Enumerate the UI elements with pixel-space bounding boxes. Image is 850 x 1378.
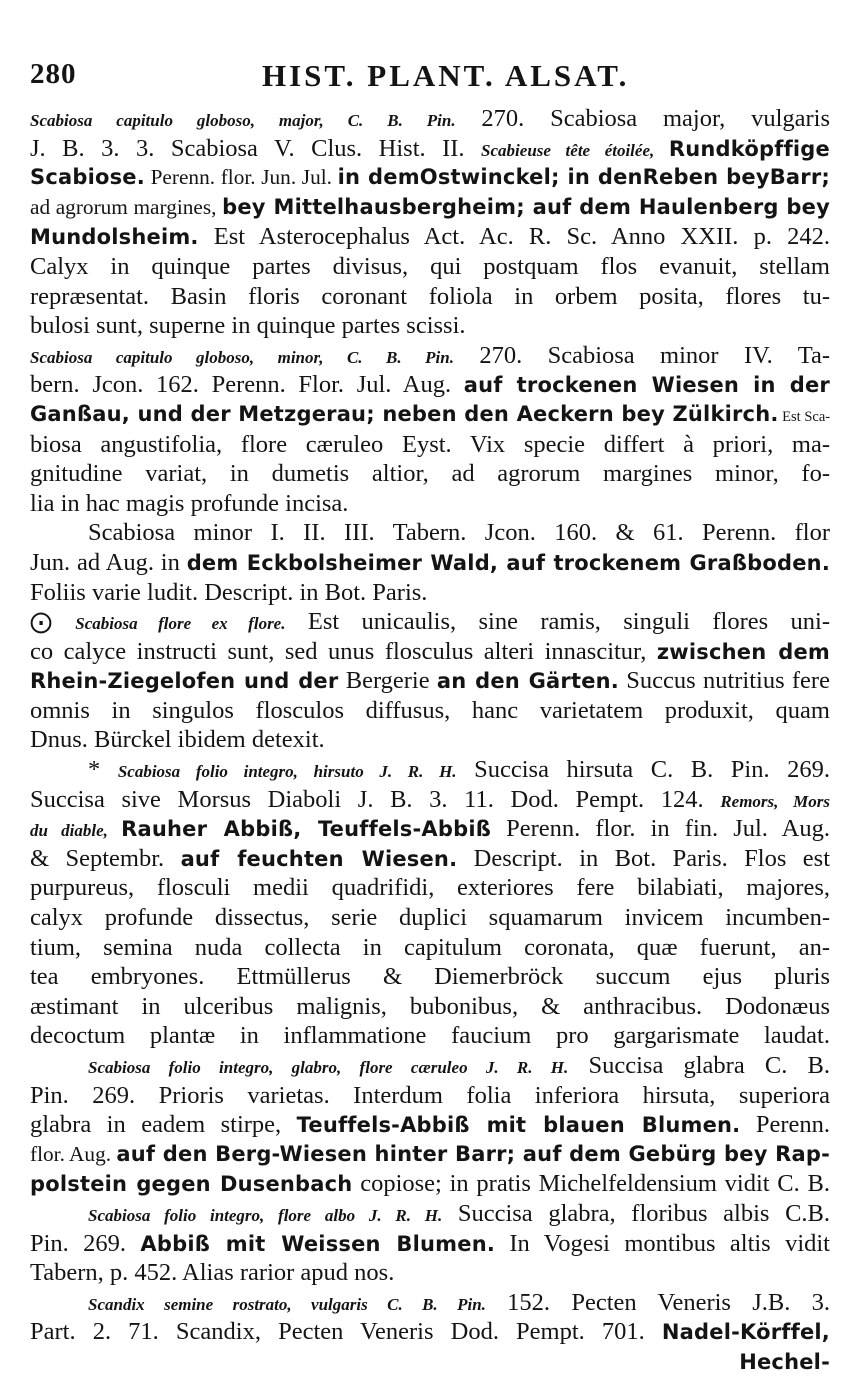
text-line [30, 1169, 830, 1199]
latin-citation: Scabiosa folio integro, glabro, flore cæruleo J. R. H. [88, 1058, 569, 1077]
latin-text: Descript. in Bot. Paris. Flos est [457, 844, 831, 872]
text-line [30, 193, 830, 223]
german-text: Nadel-Körffel, [661, 1320, 830, 1345]
latin-text: æstimant in ulceribus malignis, bubonibus, & anthracibus. Dodonæus [30, 992, 830, 1020]
text-line [30, 430, 830, 460]
annual-symbol: ⨀ [30, 610, 76, 636]
german-text: an den Gärten. [436, 669, 619, 694]
text-line [30, 1288, 830, 1318]
latin-text: 270. Scabiosa major, vulgaris [455, 105, 831, 132]
latin-text: gnitudine variat, in dumetis altior, ad agrorum margines minor, fo- [30, 460, 830, 488]
text-line [30, 311, 830, 341]
text-line [30, 370, 830, 400]
text-line [30, 134, 830, 164]
latin-citation: Scabieuse tête étoilée, [481, 140, 669, 160]
running-head: HIST. PLANT. ALSAT. [262, 58, 630, 93]
text-line [30, 844, 830, 874]
german-text: auf feuchten Wiesen. [180, 846, 458, 871]
latin-text: * [88, 756, 118, 784]
latin-citation: Scabiosa folio integro, hirsuto J. R. H. [117, 762, 457, 782]
latin-text: Dnus. Bürckel ibidem detexit. [30, 726, 325, 754]
german-text: Teuffels-Abbiß mit blauen Blumen. [296, 1113, 741, 1138]
german-text: polstein gegen Dusenbach [30, 1172, 353, 1197]
latin-text: Bergerie [338, 667, 437, 695]
latin-text: Est Asterocephalus Act. Ac. R. Sc. Anno XXII. p. 242. [198, 223, 830, 251]
german-text: Rundköpffige [668, 136, 830, 161]
latin-text: flor. Aug. [30, 1141, 117, 1166]
latin-text: Succisa hirsuta C. B. Pin. 269. [456, 756, 831, 784]
latin-text: Perenn. flor. Jun. Jul. [144, 165, 338, 190]
latin-text: Succisa glabra C. B. [568, 1052, 830, 1079]
latin-citation: Scabiosa capitulo globoso, major, C. B. Pin. [30, 111, 456, 130]
text-line [30, 903, 830, 933]
text-line [30, 666, 830, 696]
latin-text: bulosi sunt, superne in quinque partes scissi. [30, 312, 466, 340]
latin-text: Perenn. [740, 1111, 830, 1139]
latin-text: In Vogesi montibus altis vidit [495, 1229, 830, 1257]
german-text: Rauher Abbiß, Teuffels-Abbiß [121, 817, 492, 842]
latin-text: J. B. 3. 3. Scabiosa V. Clus. Hist. II. [30, 134, 482, 162]
latin-text: purpureus, flosculi medii quadrifidi, exteriores fere bilabiati, majores, [30, 874, 830, 902]
latin-citation: du diable, [30, 821, 122, 841]
german-text: Abbiß mit Weissen Blumen. [140, 1231, 496, 1256]
german-text: in demOstwinckel; in denReben beyBarr; [337, 165, 830, 190]
german-text: zwischen dem [656, 639, 831, 664]
latin-text: decoctum plantæ in inflammatione faucium pro gargarismate laudat. [30, 1022, 830, 1050]
body-text [30, 104, 830, 1377]
text-line [30, 400, 830, 430]
latin-text: ad agrorum margines, [30, 194, 223, 219]
latin-text: Calyx in quinque partes divisus, qui postquam flos evanuit, stellam [30, 252, 830, 280]
text-line [30, 1258, 830, 1288]
text-line [30, 785, 830, 815]
latin-citation: Scabiosa capitulo globoso, minor, C. B. Pin. [30, 347, 454, 367]
text-line [30, 252, 830, 282]
page-header [30, 58, 830, 98]
latin-text: bern. Jcon. 162. Perenn. Flor. Jul. Aug. [30, 371, 464, 399]
text-line [30, 341, 830, 371]
text-line [30, 992, 830, 1022]
german-text: dem Eckbolsheimer Wald, auf trockenem Graßboden. [186, 550, 830, 575]
page-number: 280 [30, 58, 77, 90]
text-line [30, 1317, 830, 1347]
text-line [30, 1021, 830, 1051]
text-line [30, 1229, 830, 1259]
german-text: Ganßau, und der Metzgerau; neben den Aeckern bey Zülkirch. [30, 401, 779, 426]
latin-text: Foliis varie ludit. Descript. in Bot. Paris. [30, 578, 428, 606]
text-line [30, 607, 830, 637]
german-text: Rhein-Ziegelofen und der [30, 669, 339, 694]
latin-citation: Scandix semine rostrato, vulgaris C. B. Pin. [88, 1294, 486, 1314]
text-line [30, 637, 830, 667]
latin-text: co calyce instructi sunt, sed unus flosculus alteri innascitur, [30, 637, 657, 665]
text-line [30, 282, 830, 312]
text-line [30, 1051, 830, 1081]
latin-text: omnis in singulos flosculos diffusus, hanc varietatem produxit, quam [30, 696, 830, 724]
latin-text: Scabiosa minor I. II. III. Tabern. Jcon. 160. & 61. Perenn. flor [88, 519, 830, 547]
latin-text: Est unicaulis, sine ramis, singuli flores uni- [285, 608, 830, 636]
latin-text: Succus nutritius fere [618, 667, 830, 695]
latin-text: Jun. ad Aug. in [30, 548, 187, 576]
latin-text: tium, semina nuda collecta in capitulum coronata, quæ fuerunt, an- [30, 933, 830, 961]
latin-text: repræsentat. Basin floris coronant foliola in orbem posita, flores tu- [30, 282, 830, 310]
text-line [30, 1140, 830, 1170]
text-line [30, 933, 830, 963]
text-line [30, 1110, 830, 1140]
latin-text: calyx profunde dissectus, serie duplici squamarum invicem incumben- [30, 904, 830, 932]
text-line [30, 814, 830, 844]
text-line [30, 962, 830, 992]
text-line [30, 548, 830, 578]
german-text: Mundolsheim. [30, 225, 199, 250]
text-line [30, 459, 830, 489]
latin-text: & Septembr. [30, 844, 181, 872]
latin-citation: Scabiosa folio integro, flore albo J. R. H. [88, 1205, 443, 1225]
german-text: Scabiose. [30, 165, 145, 190]
text-line [30, 725, 830, 755]
latin-text: Pin. 269. [30, 1229, 141, 1257]
text-line [30, 578, 830, 608]
text-line [30, 696, 830, 726]
latin-text: copiose; in pratis Michelfeldensium vidit C. B. [352, 1170, 830, 1198]
latin-text: Tabern, p. 452. Alias rarior apud nos. [30, 1259, 395, 1287]
text-line [30, 755, 830, 785]
german-text: auf trockenen Wiesen in der [463, 373, 830, 398]
text-line [30, 873, 830, 903]
latin-text: Est Sca- [778, 408, 831, 425]
latin-text: Succisa glabra, floribus albis C.B. [442, 1199, 830, 1227]
text-line [30, 518, 830, 548]
german-text: bey Mittelhausbergheim; auf dem Haulenberg bey [222, 194, 830, 219]
text-line [30, 1081, 830, 1111]
latin-text: glabra in eadem stirpe, [30, 1111, 297, 1139]
latin-citation: Remors, Mors [720, 791, 830, 811]
latin-text: biosa angustifolia, flore cæruleo Eyst. Vix specie differt à priori, ma- [30, 430, 830, 458]
text-line [30, 1347, 830, 1377]
text-line [30, 104, 830, 134]
text-line [30, 163, 830, 193]
latin-text: 270. Scabiosa minor IV. Ta- [453, 341, 831, 369]
latin-text: Part. 2. 71. Scandix, Pecten Veneris Dod. Pempt. 701. [30, 1318, 662, 1346]
text-line [30, 1199, 830, 1229]
text-line [30, 489, 830, 519]
latin-text: tea embryones. Ettmüllerus & Diemerbröck succum ejus pluris [30, 963, 830, 991]
latin-text: Succisa sive Morsus Diaboli J. B. 3. 11. Dod. Pempt. 124. [30, 785, 721, 813]
latin-citation: Scabiosa flore ex flore. [75, 614, 286, 634]
latin-text: Pin. 269. Prioris varietas. Interdum folia inferiora hirsuta, superiora [30, 1081, 830, 1109]
latin-text: Perenn. flor. in fin. Jul. Aug. [491, 815, 830, 843]
latin-text: 152. Pecten Veneris J.B. 3. [485, 1288, 830, 1316]
german-text: auf den Berg-Wiesen hinter Barr; auf dem Gebürg bey Rap- [116, 1141, 830, 1166]
german-text: Hechel- [739, 1349, 830, 1374]
text-line [30, 222, 830, 252]
latin-text: lia in hac magis profunde incisa. [30, 489, 349, 517]
